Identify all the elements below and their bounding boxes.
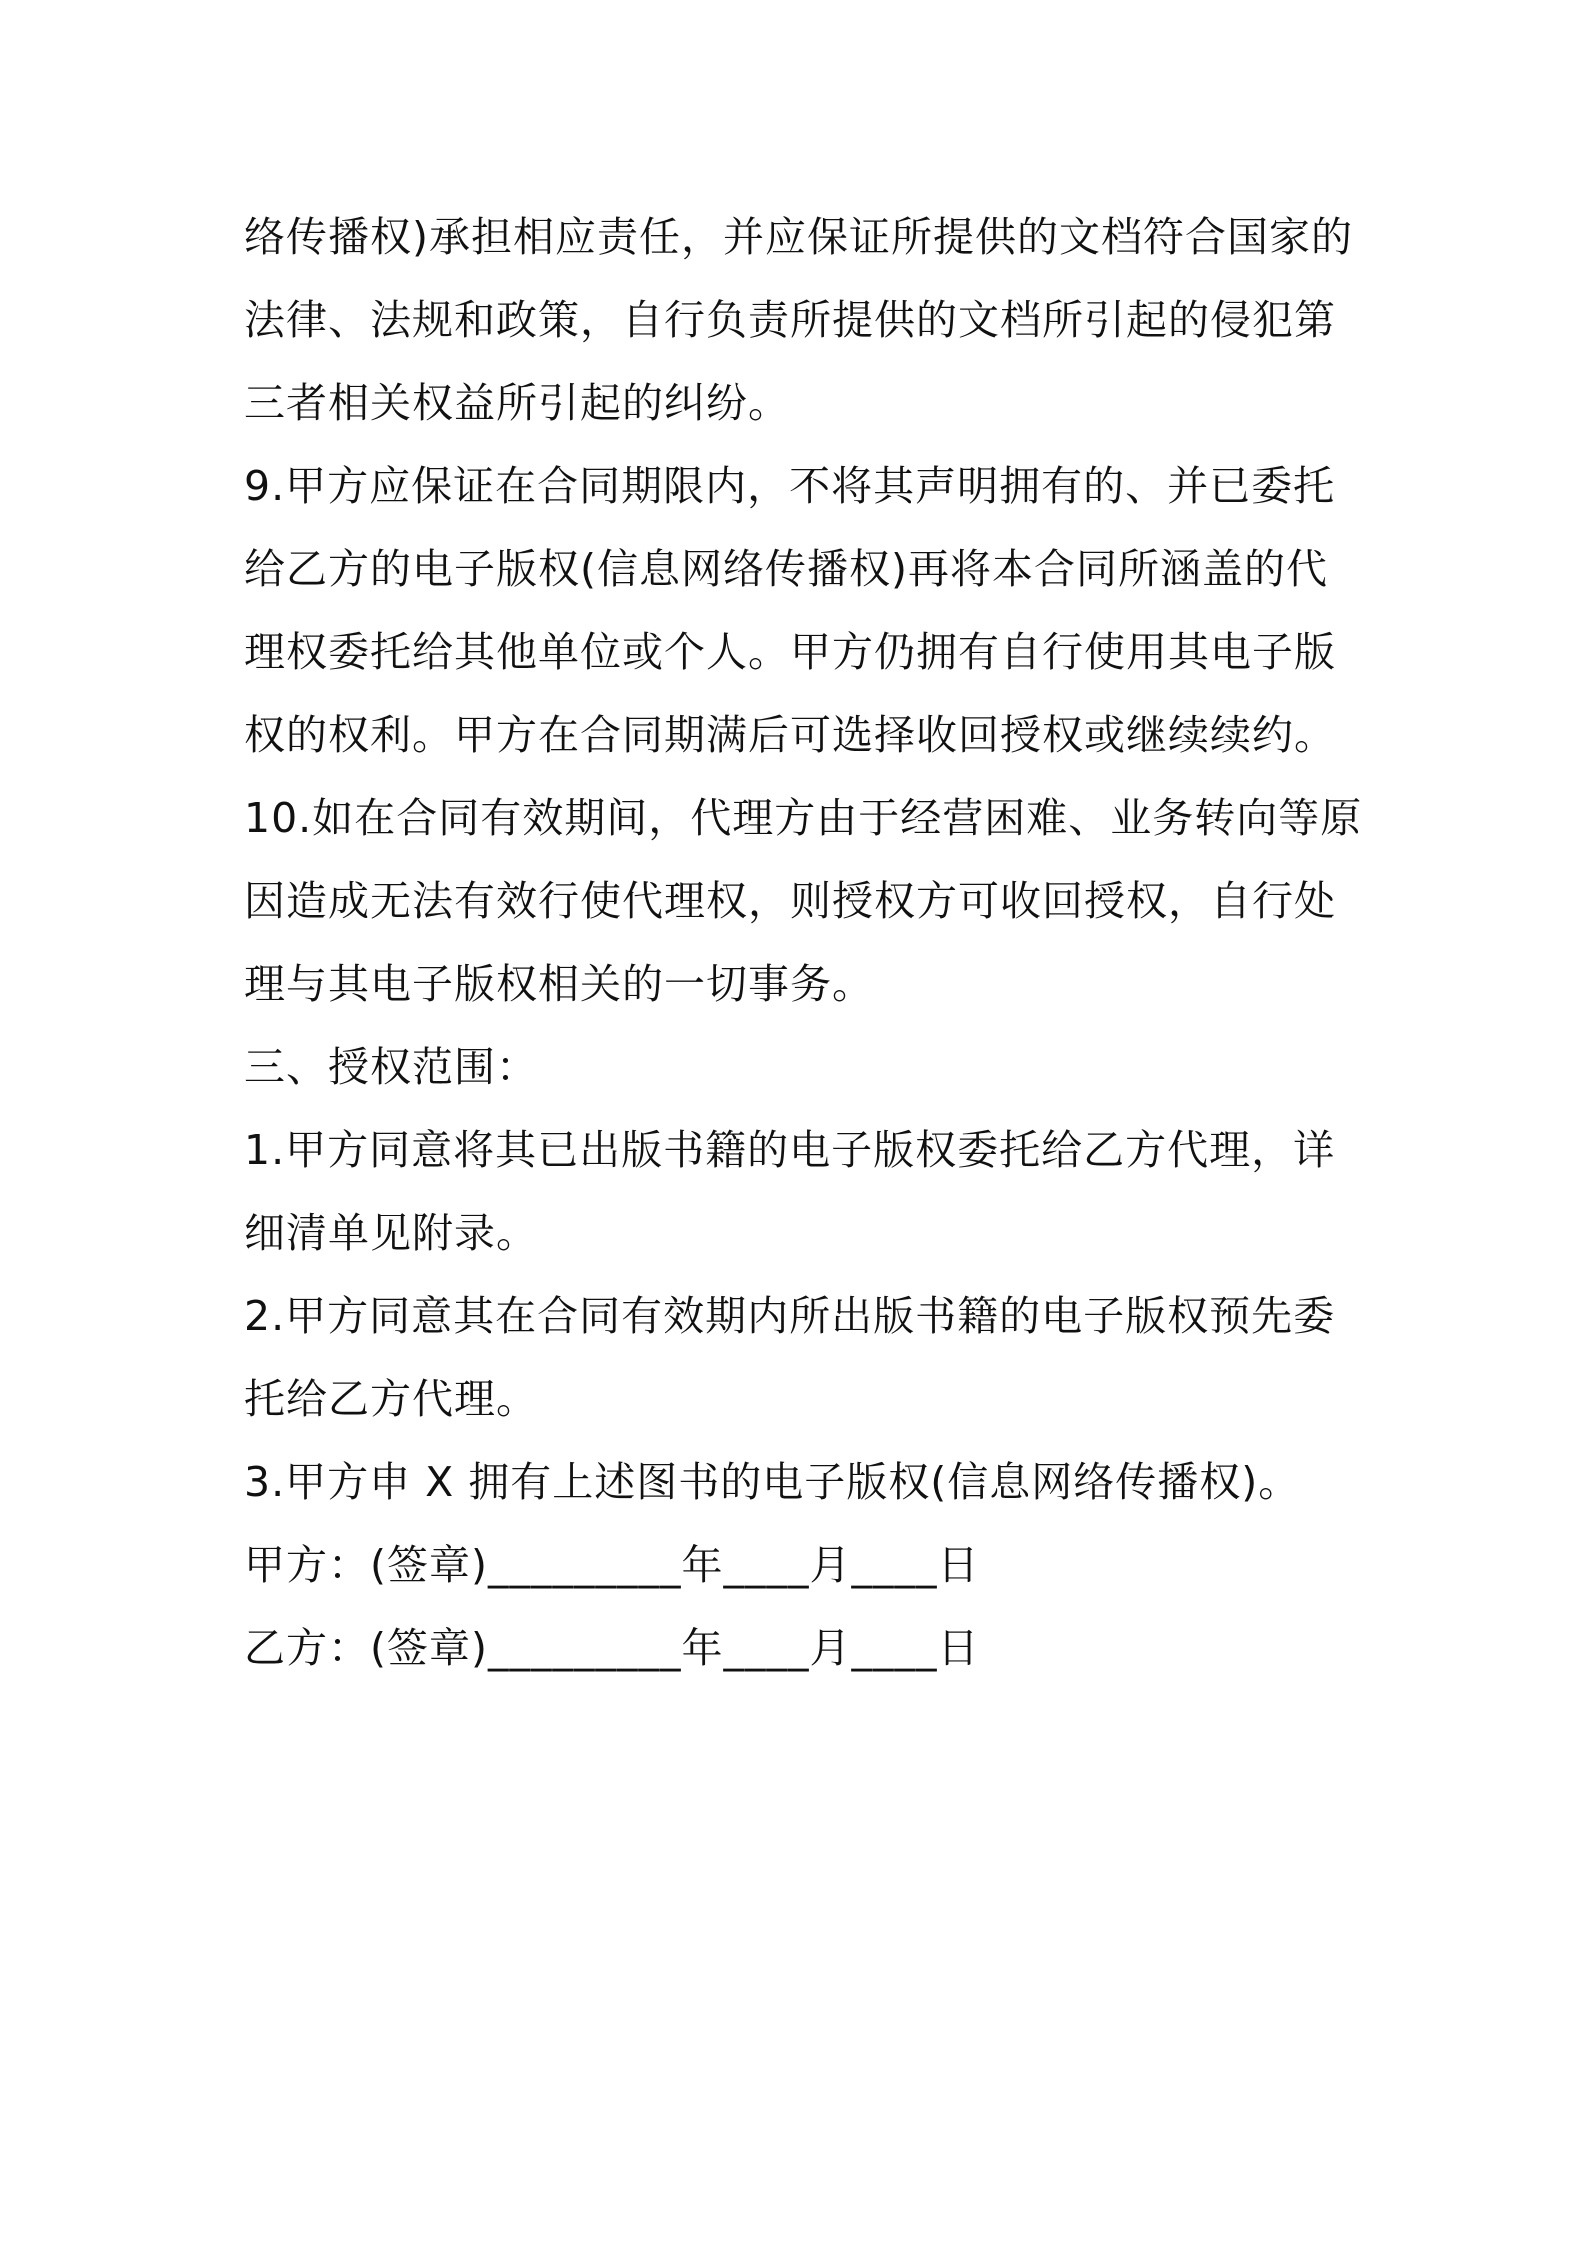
contract-body bbox=[244, 196, 1363, 1690]
clause-9-line-3: 理权委托给其他单位或个人。甲方仍拥有自行使用其电子版 bbox=[244, 628, 1336, 676]
clause-10-line-3: 理与其电子版权相关的一切事务。 bbox=[244, 960, 874, 1008]
text-line-2: 法律、法规和政策，自行负责所提供的文档所引起的侵犯第 bbox=[244, 296, 1336, 344]
scope-2-line-2: 托给乙方代理。 bbox=[244, 1375, 538, 1423]
clause-9-line-1: 9.甲方应保证在合同期限内，不将其声明拥有的、并已委托 bbox=[244, 462, 1336, 510]
party-a-signature-line: 甲方：(签章)_________年____月____日 bbox=[244, 1541, 980, 1589]
scope-1-line-1: 1.甲方同意将其已出版书籍的电子版权委托给乙方代理，详 bbox=[244, 1126, 1336, 1174]
scope-3-line-1: 3.甲方申 X 拥有上述图书的电子版权(信息网络传播权)。 bbox=[244, 1458, 1301, 1506]
clause-10-line-1: 10.如在合同有效期间，代理方由于经营困难、业务转向等原 bbox=[244, 794, 1363, 842]
section-heading-scope: 三、授权范围： bbox=[244, 1043, 538, 1091]
text-line-3: 三者相关权益所引起的纠纷。 bbox=[244, 379, 790, 427]
clause-9-line-4: 权的权利。甲方在合同期满后可选择收回授权或继续续约。 bbox=[244, 711, 1336, 759]
party-b-signature-line: 乙方：(签章)_________年____月____日 bbox=[244, 1624, 980, 1672]
clause-10-line-2: 因造成无法有效行使代理权，则授权方可收回授权，自行处 bbox=[244, 877, 1336, 925]
clause-9-line-2: 给乙方的电子版权(信息网络传播权)再将本合同所涵盖的代 bbox=[244, 545, 1328, 593]
text-line-1: 络传播权)承担相应责任，并应保证所提供的文档符合国家的 bbox=[244, 213, 1353, 261]
scope-2-line-1: 2.甲方同意其在合同有效期内所出版书籍的电子版权预先委 bbox=[244, 1292, 1336, 1340]
scope-1-line-2: 细清单见附录。 bbox=[244, 1209, 538, 1257]
